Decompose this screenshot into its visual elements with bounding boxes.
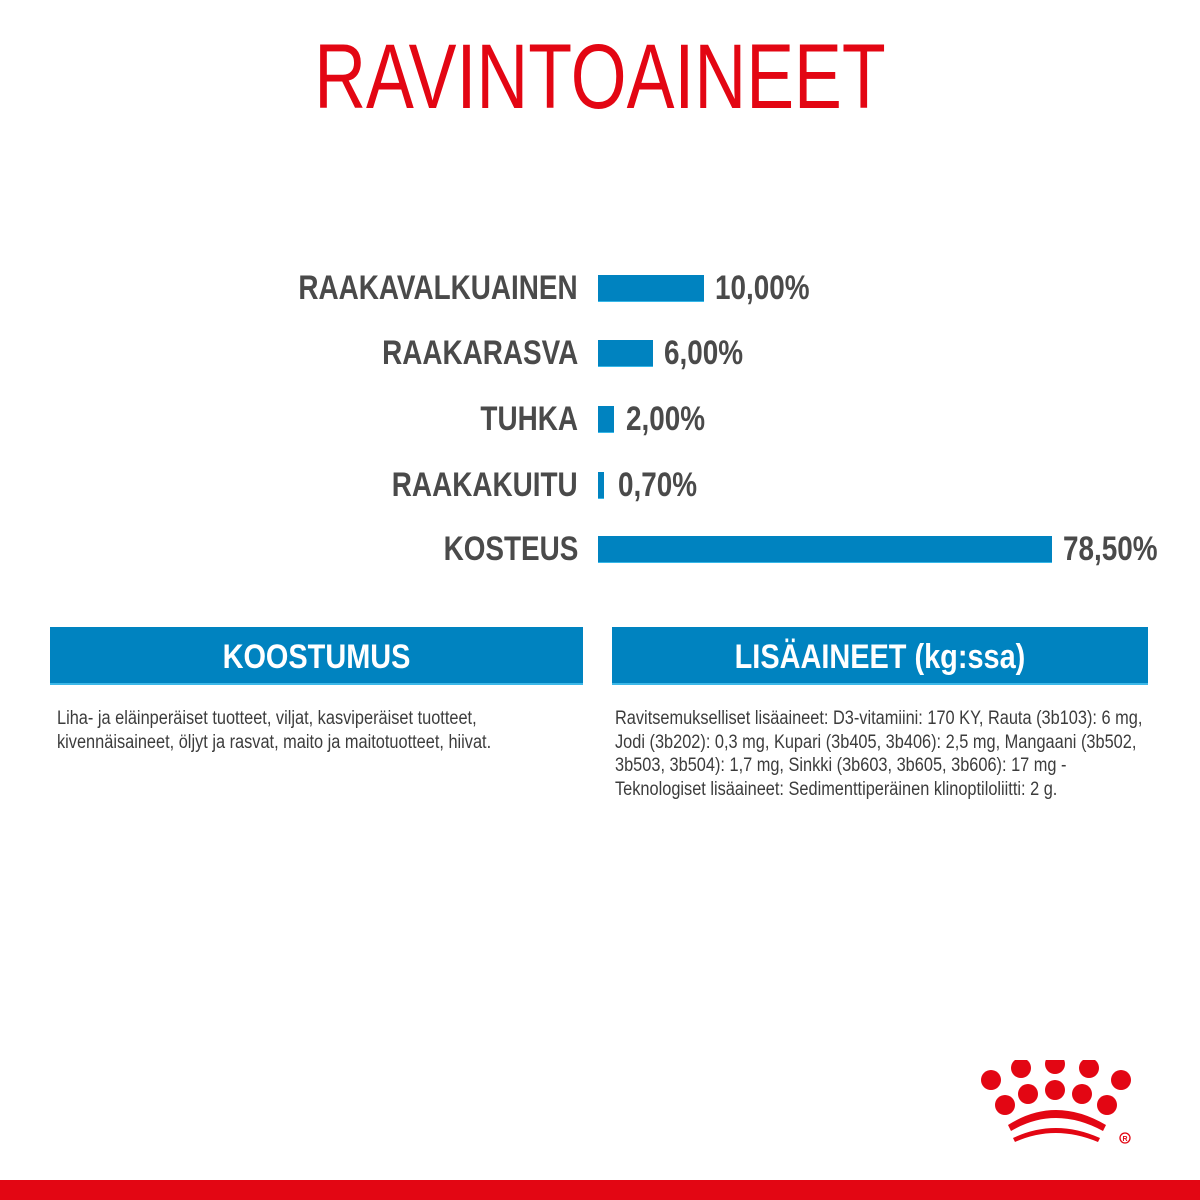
chart-row: [0, 399, 1200, 439]
row-label: TUHKA: [480, 400, 578, 438]
svg-text:R: R: [1122, 1136, 1128, 1143]
row-label: RAAKARASVA: [381, 334, 578, 372]
row-label: RAAKAVALKUAINEN: [298, 269, 578, 307]
bottom-brand-strip: [0, 1180, 1200, 1200]
bar: [598, 472, 604, 499]
additives-header: [612, 627, 1148, 685]
chart-row: [0, 465, 1200, 505]
additives-text: Ravitsemukselliset lisäaineet: D3-vitamiini: 170 KY, Rauta (3b103): 6 mg, Jodi (3b202): 0,3 mg, Kupari (3b405, 3b406): 2,5 mg, Mangaani (3b502, 3b503, 3b504): 1,7 mg, Sinkki (3b603, 3b605, 3b606): 17 mg - Teknologiset lisäaineet: Sedimenttiperäinen klinoptiloliitti: 2 g.: [615, 708, 1143, 800]
page-title: RAVINTOAINEET: [314, 26, 886, 128]
bar: [598, 275, 704, 302]
composition-heading: KOOSTUMUS: [222, 638, 411, 676]
additives-heading: LISÄAINEET (kg:ssa): [734, 638, 1026, 676]
row-value: 0,70%: [618, 466, 698, 504]
bar: [598, 340, 653, 367]
row-label: KOSTEUS: [443, 530, 578, 568]
row-value: 6,00%: [664, 334, 744, 372]
composition-header: [50, 627, 583, 685]
composition-text: Liha- ja eläinperäiset tuotteet, viljat, kasviperäiset tuotteet, kivennäisaineet, öljyt ja rasvat, maito ja maitotuotteet, hiivat.: [57, 708, 492, 753]
chart-row: [0, 333, 1200, 373]
crown-icon: [980, 1060, 1150, 1160]
row-value: 2,00%: [626, 400, 706, 438]
chart-row: [0, 268, 1200, 308]
row-value: 78,50%: [1063, 530, 1158, 568]
row-label: RAAKAKUITU: [392, 466, 578, 504]
bar: [598, 536, 1052, 563]
row-value: 10,00%: [715, 269, 810, 307]
bar: [598, 406, 614, 433]
brand-logo: [980, 1060, 1150, 1160]
chart-row: [0, 529, 1200, 569]
